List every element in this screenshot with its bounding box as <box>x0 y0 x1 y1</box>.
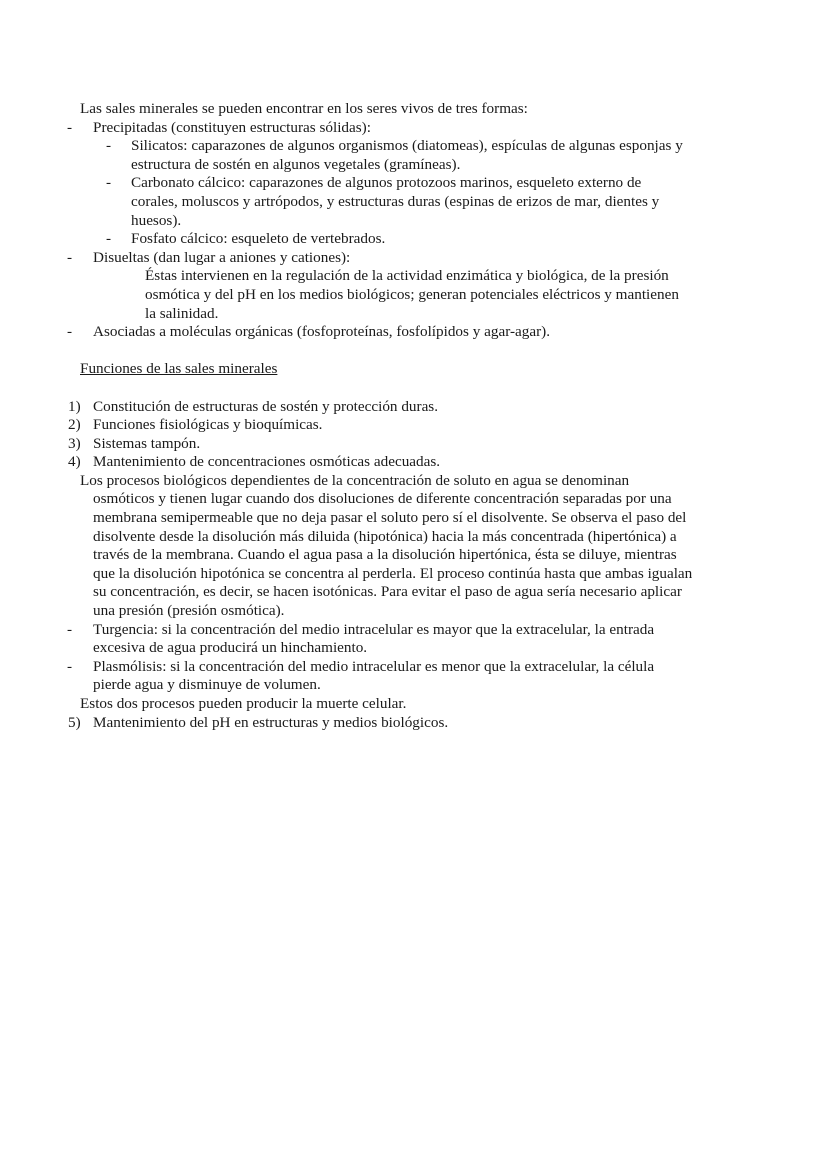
section-heading-text: Funciones de las sales minerales <box>80 360 278 378</box>
document-page <box>0 100 828 732</box>
sub-item-text: corales, moluscos y artrópodos, y estructuras duras (espinas de erizos de mar, dientes y <box>131 192 660 210</box>
function-item-2 <box>0 416 828 435</box>
osmosis-paragraph-line: su concentración, es decir, se hacen isotónicas. Para evitar el paso de agua sería necesario aplicar <box>93 583 682 601</box>
sub-item-silicatos <box>0 137 828 156</box>
item-text: Mantenimiento de concentraciones osmóticas adecuadas. <box>93 453 441 471</box>
osmosis-paragraph-line: Los procesos biológicos dependientes de la concentración de soluto en agua se denominan <box>80 471 630 489</box>
bullet-dash: - <box>106 174 112 192</box>
item-text: Constitución de estructuras de sostén y protección duras. <box>93 397 439 415</box>
sub-item-text: estructura de sostén en algunos vegetales (gramíneas). <box>131 155 461 173</box>
sub-item-fosfato <box>0 230 828 249</box>
item-text: Funciones fisiológicas y bioquímicas. <box>93 416 323 434</box>
osmosis-paragraph-line: través de la membrana. Cuando el agua pasa a la disolución hipertónica, ésta se diluye, mientras <box>93 546 677 564</box>
bullet-dash: - <box>67 657 73 675</box>
item-text: Turgencia: si la concentración del medio intracelular es mayor que la extracelular, la entrada <box>93 620 655 638</box>
osmosis-paragraph-line: que la disolución hipotónica se concentra al perderla. El proceso continúa hasta que ambas igualan <box>93 564 693 582</box>
osmosis-paragraph-line: disolvente desde la disolución más diluida (hipotónica) hacia la más concentrada (hipertónica) a <box>93 527 677 545</box>
sub-item-text: Silicatos: caparazones de algunos organismos (diatomeas), espículas de algunas esponjas y <box>131 137 683 155</box>
item-number: 1) <box>68 397 81 415</box>
bullet-dash: - <box>67 118 73 136</box>
sub-item-text: Carbonato cálcico: caparazones de algunos protozoos marinos, esqueleto externo de <box>131 174 642 192</box>
function-item-3 <box>0 435 828 454</box>
bullet-dash: - <box>67 248 73 266</box>
item-text: pierde agua y disminuye de volumen. <box>93 676 321 694</box>
bullet-dash: - <box>67 620 73 638</box>
disueltas-text: Éstas intervienen en la regulación de la actividad enzimática y biológica, de la presión <box>145 267 669 285</box>
plasmolisis-item <box>0 658 828 677</box>
item-text: Plasmólisis: si la concentración del medio intracelular es menor que la extracelular, la célula <box>93 657 655 675</box>
bullet-dash: - <box>106 137 112 155</box>
sub-item-text: Fosfato cálcico: esqueleto de vertebrados. <box>131 230 386 248</box>
form-label: Disueltas (dan lugar a aniones y cationes): <box>93 248 351 266</box>
item-text: excesiva de agua producirá un hinchamiento. <box>93 639 368 657</box>
osmosis-paragraph-line: membrana semipermeable que no deja pasar el soluto pero sí el disolvente. Se observa el paso del <box>93 509 687 527</box>
form-disueltas <box>0 249 828 268</box>
sub-item-carbonato <box>0 174 828 193</box>
item-number: 4) <box>68 453 81 471</box>
sub-item-text: huesos). <box>131 211 182 229</box>
item-number: 2) <box>68 416 81 434</box>
item-number: 5) <box>68 713 81 731</box>
closing-text: Estos dos procesos pueden producir la muerte celular. <box>80 695 407 712</box>
form-asociadas <box>0 323 828 342</box>
item-text: Mantenimiento del pH en estructuras y medios biológicos. <box>93 713 449 731</box>
osmosis-paragraph-line: una presión (presión osmótica). <box>93 602 285 620</box>
osmosis-paragraph-line: osmóticos y tienen lugar cuando dos disoluciones de diferente concentración separadas por una <box>93 490 672 508</box>
turgencia-item <box>0 621 828 640</box>
function-item-5 <box>0 714 828 733</box>
form-label: Precipitadas (constituyen estructuras sólidas): <box>93 118 371 136</box>
intro-text: Las sales minerales se pueden encontrar en los seres vivos de tres formas: <box>80 100 528 117</box>
function-item-4 <box>0 453 828 472</box>
section-heading <box>0 360 828 379</box>
form-label: Asociadas a moléculas orgánicas (fosfoproteínas, fosfolípidos y agar-agar). <box>93 323 550 341</box>
disueltas-text: osmótica y del pH en los medios biológicos; generan potenciales eléctricos y mantienen <box>145 285 679 303</box>
disueltas-text: la salinidad. <box>145 304 219 322</box>
bullet-dash: - <box>67 323 73 341</box>
bullet-dash: - <box>106 230 112 248</box>
function-item-1 <box>0 398 828 417</box>
form-precipitadas <box>0 119 828 138</box>
item-text: Sistemas tampón. <box>93 434 201 452</box>
item-number: 3) <box>68 434 81 452</box>
